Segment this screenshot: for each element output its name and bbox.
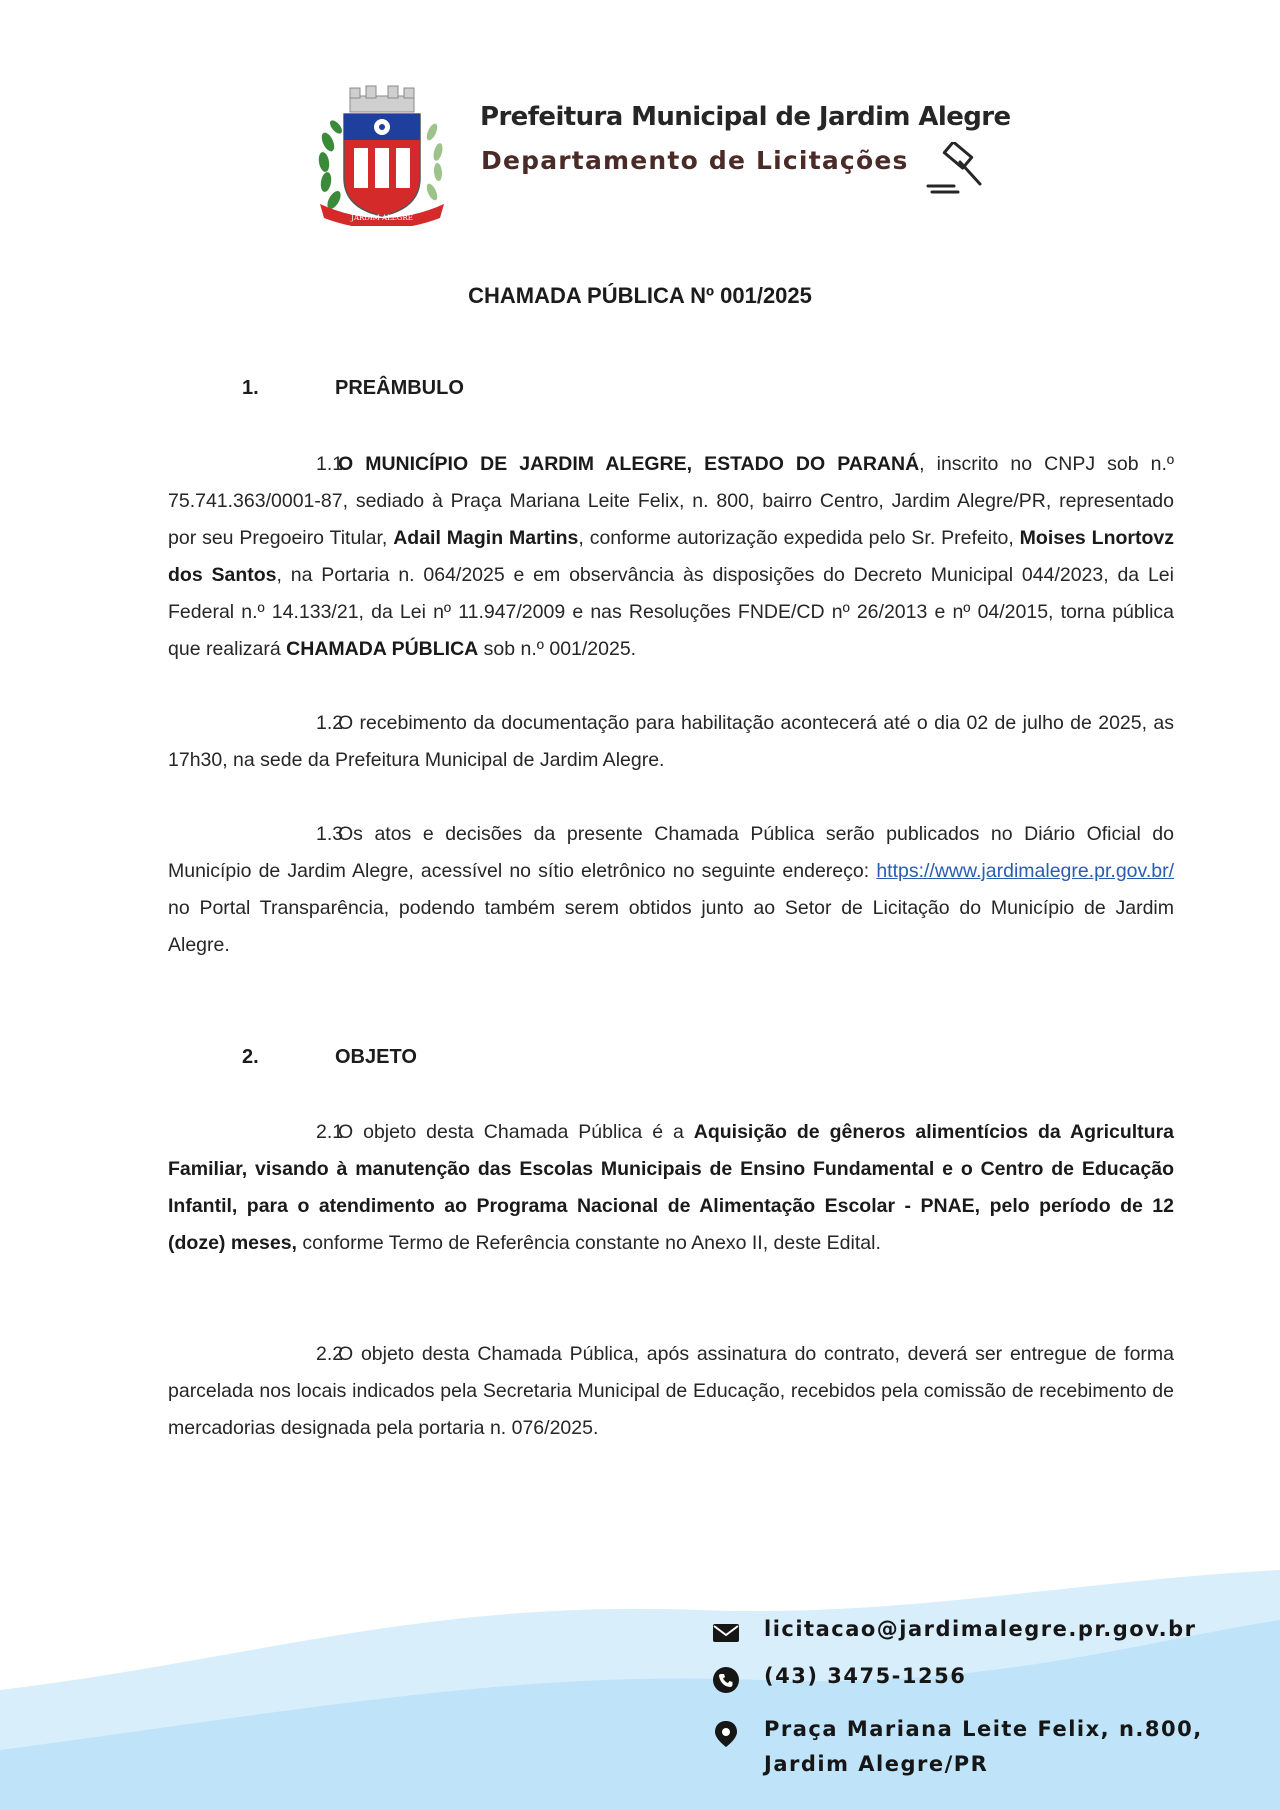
paragraph-1-2: 1.2O recebimento da documentação para habilitação acontecerá até o dia 02 de julho de 2025, as 17h30, na sede da Prefeitura Municipal de Jardim Alegre. xyxy=(168,705,1174,779)
contact-phone[interactable] xyxy=(712,1664,1272,1698)
paragraph-number: 2.1 xyxy=(316,1121,344,1143)
contact-email[interactable] xyxy=(712,1617,1272,1651)
organization-name: Prefeitura Municipal de Jardim Alegre xyxy=(480,102,1011,132)
section-title: PREÂMBULO xyxy=(335,377,464,399)
envelope-icon xyxy=(712,1619,740,1647)
gavel-icon xyxy=(924,142,988,194)
section-title: OBJETO xyxy=(335,1046,417,1068)
organization-block xyxy=(480,102,1011,192)
section-heading xyxy=(0,377,1280,407)
paragraph-bold-text: O MUNICÍPIO DE JARDIM ALEGRE, ESTADO DO PARANÁ xyxy=(338,453,920,475)
email-text: licitacao@jardimalegre.pr.gov.br xyxy=(764,1617,1197,1641)
document-title: CHAMADA PÚBLICA Nº 001/2025 xyxy=(468,283,812,308)
section-heading xyxy=(0,1046,1280,1076)
municipal-crest-logo xyxy=(314,82,450,226)
paragraph-1-1: 1.1O MUNICÍPIO DE JARDIM ALEGRE, ESTADO DO PARANÁ, inscrito no CNPJ sob n.º 75.741.363/0001-87, sediado à Praça Mariana Leite Felix, n. 800, bairro Centro, Jardim Alegre/PR, representado por seu Pregoeiro Titular, Adail Magin Martins, conforme autorização expedida pelo Sr. Prefeito, Moises Lnortovz dos Santos, na Portaria n. 064/2025 e em observância às disposições do Decreto Municipal 044/2023, da Lei Federal n.º 14.133/21, da Lei nº 11.947/2009 e nas Resoluções FNDE/CD nº 26/2013 e nº 04/2015, torna pública que realizará CHAMADA PÚBLICA sob n.º 001/2025. xyxy=(168,446,1174,668)
location-pin-icon xyxy=(712,1720,740,1748)
contact-address xyxy=(712,1712,1272,1786)
phone-text: (43) 3475-1256 xyxy=(764,1664,967,1688)
address-text: Praça Mariana Leite Felix, n.800, Jardim Alegre/PR xyxy=(764,1717,1203,1776)
portal-link[interactable]: https://www.jardimalegre.pr.gov.br/ xyxy=(876,860,1174,882)
paragraph-2-1: 2.1O objeto desta Chamada Pública é a Aquisição de gêneros alimentícios da Agricultura Familiar, visando à manutenção das Escolas Municipais de Ensino Fundamental e o Centro de Educação Infantil, para o atendimento ao Programa Nacional de Alimentação Escolar - PNAE, pelo período de 12 (doze) meses, conforme Termo de Referência constante no Anexo II, deste Edital. xyxy=(168,1114,1174,1262)
section-number: 1. xyxy=(242,377,259,399)
paragraph-number: 1.3 xyxy=(316,823,344,845)
paragraph-number: 1.2 xyxy=(316,712,344,734)
department-name: Departamento de Licitações xyxy=(481,146,909,175)
paragraph-2-2: 2.2O objeto desta Chamada Pública, após assinatura do contrato, deverá ser entregue de forma parcelada nos locais indicados pela Secretaria Municipal de Educação, recebidos pela comissão de recebimento de mercadorias designada pela portaria n. 076/2025. xyxy=(168,1336,1174,1447)
crest-ribbon-text: JARDIM ALEGRE xyxy=(351,214,413,222)
paragraph-number: 2.2 xyxy=(316,1343,344,1365)
paragraph-1-3: 1.3Os atos e decisões da presente Chamada Pública serão publicados no Diário Oficial do Município de Jardim Alegre, acessível no sítio eletrônico no seguinte endereço: https://www.jardimalegre.pr.gov.br/ no Portal Transparência, podendo também serem obtidos junto ao Setor de Licitação do Município de Jardim Alegre. xyxy=(168,816,1174,964)
paragraph-number: 1.1 xyxy=(316,453,344,475)
section-number: 2. xyxy=(242,1046,259,1068)
phone-icon xyxy=(712,1666,740,1694)
